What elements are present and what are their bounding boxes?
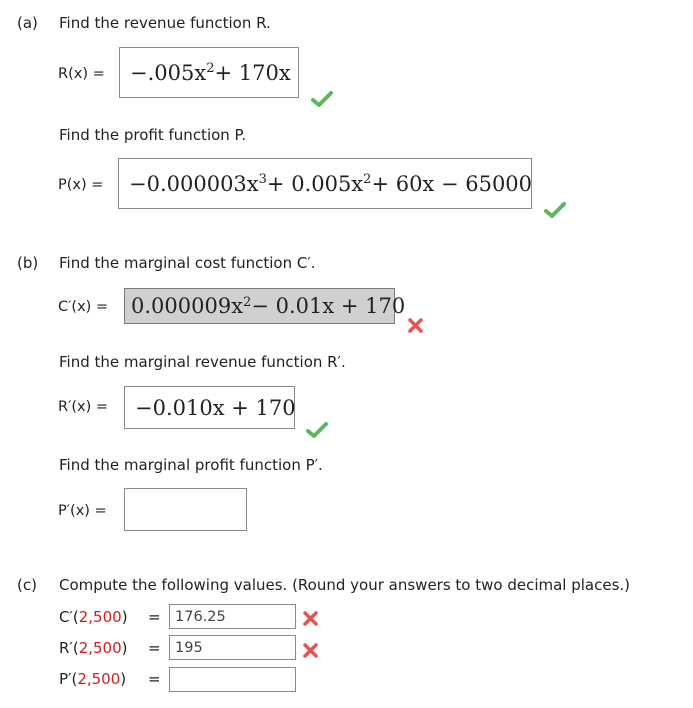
profit-answer-lead: −0.000003x: [129, 171, 259, 196]
p-prime-row-label: [59, 670, 126, 688]
revenue-answer-tail: + 170x: [214, 60, 291, 85]
row-equals: =: [148, 639, 161, 657]
c-prime-value-input[interactable]: [169, 604, 296, 629]
check-icon: [306, 421, 328, 439]
part-c-letter: (c): [17, 576, 37, 594]
row-close-paren: ): [121, 608, 128, 626]
row-function: R′(: [59, 639, 79, 657]
row-close-paren: ): [120, 670, 127, 688]
x-icon: [302, 642, 319, 659]
revenue-answer-exponent: 2: [206, 61, 215, 76]
check-icon: [544, 201, 566, 219]
row-argument: 2,500: [78, 608, 122, 626]
check-icon: [311, 90, 333, 108]
r-prime-value-input[interactable]: [169, 635, 296, 660]
part-b-question-2: Find the marginal revenue function R′.: [59, 353, 346, 371]
x-icon: [407, 317, 424, 334]
revenue-label: R(x) =: [58, 66, 105, 82]
p-prime-value-input[interactable]: [169, 667, 296, 692]
row-equals: =: [148, 670, 161, 688]
marginal-revenue-answer-field[interactable]: [124, 386, 295, 429]
part-a-question-1: Find the revenue function R.: [59, 14, 271, 32]
part-a-question-2: Find the profit function P.: [59, 126, 247, 144]
part-b-question-3: Find the marginal profit function P′.: [59, 456, 323, 474]
x-icon: [302, 610, 319, 627]
marginal-profit-label: P′(x) =: [58, 503, 107, 519]
profit-answer-exponent-2: 2: [363, 172, 372, 187]
row-argument: 2,500: [77, 670, 121, 688]
marginal-cost-answer-tail: − 0.01x + 170: [251, 294, 406, 318]
profit-answer-tail: + 60x − 65000: [371, 171, 533, 196]
marginal-cost-label: C′(x) =: [58, 299, 109, 315]
profit-answer-mid: + 0.005x: [266, 171, 364, 196]
part-c-instruction: Compute the following values. (Round your answers to two decimal places.): [59, 576, 631, 594]
marginal-revenue-label: R′(x) =: [58, 399, 109, 415]
row-argument: 2,500: [78, 639, 122, 657]
marginal-cost-answer-lead: 0.000009x: [131, 294, 244, 318]
c-prime-row-label: [59, 608, 128, 626]
marginal-cost-answer-exponent: 2: [243, 294, 252, 310]
r-prime-row-label: [59, 639, 128, 657]
row-close-paren: ): [121, 639, 128, 657]
revenue-answer-field[interactable]: [119, 47, 299, 98]
part-b-letter: (b): [17, 254, 39, 272]
row-function: C′(: [59, 608, 79, 626]
marginal-profit-answer-field[interactable]: [124, 488, 247, 531]
profit-label: P(x) =: [58, 177, 104, 193]
profit-answer-field[interactable]: [118, 158, 532, 209]
marginal-revenue-answer: −0.010x + 170: [135, 395, 296, 420]
row-function: P′(: [59, 670, 78, 688]
revenue-answer-lead: −.005x: [130, 60, 207, 85]
part-a-letter: (a): [17, 14, 38, 32]
part-b-question-1: Find the marginal cost function C′.: [59, 254, 316, 272]
profit-answer-exponent-1: 3: [258, 172, 267, 187]
row-equals: =: [148, 608, 161, 626]
marginal-cost-answer-field[interactable]: [124, 288, 406, 324]
